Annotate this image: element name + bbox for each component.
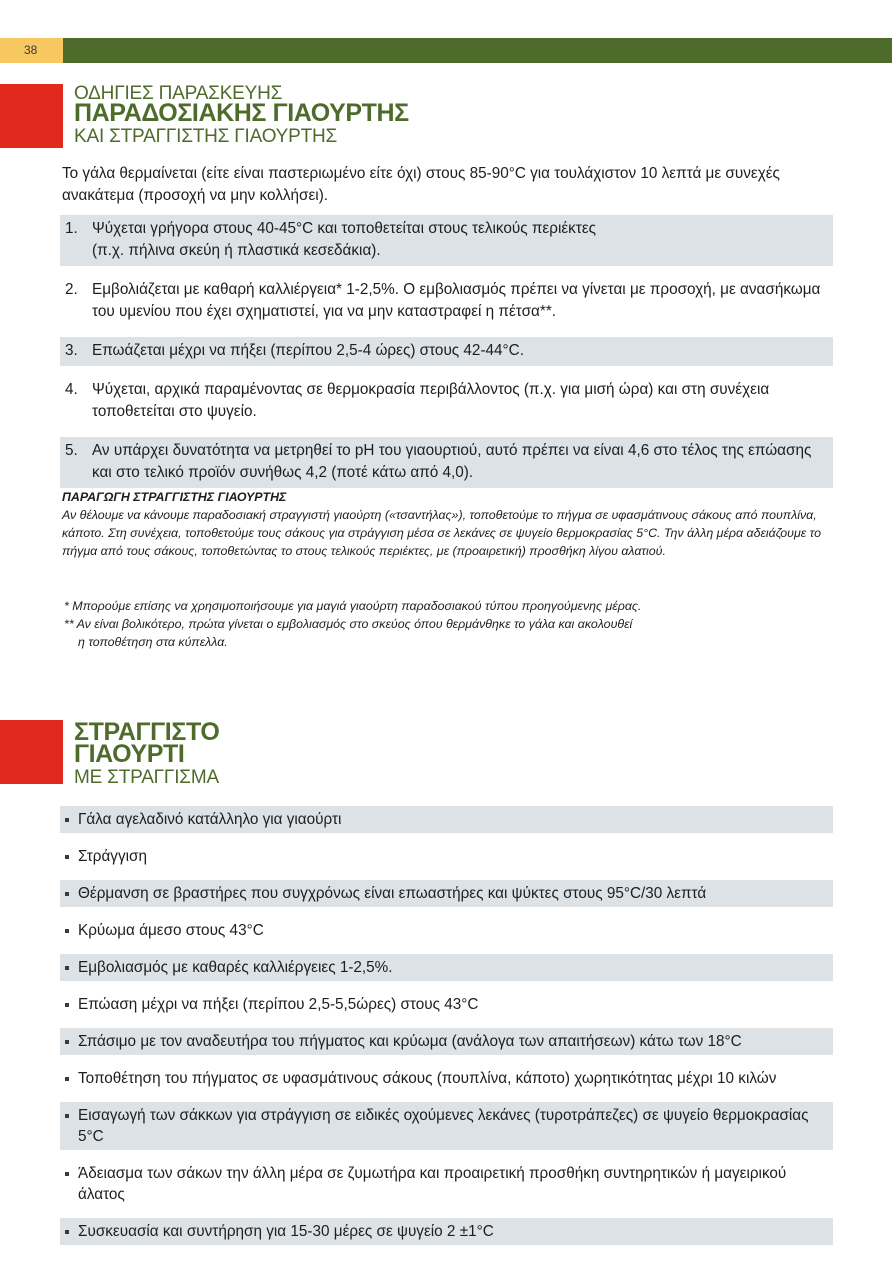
step-item: [60, 337, 833, 366]
footnote-2-cont: η τοποθέτηση στα κύπελλα.: [78, 635, 228, 649]
list-item: [60, 1028, 833, 1055]
bullet-icon: [65, 855, 69, 859]
bullet-icon: [65, 1230, 69, 1234]
list-item-text: Σπάσιμο με τον αναδευτήρα του πήγματος και κρύωμα (ανάλογα των απαιτήσεων) κάτω των 18°C: [78, 1033, 742, 1050]
step-text: Εμβολιάζεται με καθαρή καλλιέργεια* 1-2,5%. Ο εμβολιασμός πρέπει να γίνεται με προσοχή, με ανασήκωμα του υμενίου που έχει σχηματιστεί, για να μην καταστραφεί η πέτσα**.: [92, 281, 821, 320]
step-number: 5.: [65, 442, 78, 459]
step-text: Αν υπάρχει δυνατότητα να μετρηθεί το pH του γιαουρτιού, αυτό πρέπει να είναι 4,6 στο τέλος της επώασης και στο τελικό προϊόν συνήθως 4,2 (ποτέ κάτω από 4,0).: [92, 442, 812, 481]
strained-yogurt-note: [62, 488, 832, 560]
list-item-text: Συσκευασία και συντήρηση για 15-30 μέρες σε ψυγείο 2 ±1°C: [78, 1223, 494, 1240]
list-item: [60, 1218, 833, 1245]
list-item-text: Κρύωμα άμεσο στους 43°C: [78, 922, 264, 939]
bullet-icon: [65, 1114, 69, 1118]
section2-heading-line3: ΜΕ ΣΤΡΑΓΓΙΣΜΑ: [74, 767, 219, 788]
step-text: Επωάζεται μέχρι να πήξει (περίπου 2,5-4 ώρες) στους 42-44°C.: [92, 342, 524, 359]
section-marker-red: [0, 84, 63, 148]
list-item: [60, 1102, 833, 1150]
list-item: [60, 1065, 833, 1092]
list-item: [60, 843, 833, 870]
bullet-icon: [65, 1077, 69, 1081]
footnote-2: ** Αν είναι βολικότερο, πρώτα γίνεται ο εμβολιασμός στο σκεύος όπου θερμάνθηκε το γάλα και ακολουθεί: [64, 617, 633, 631]
footnote-1: * Μπορούμε επίσης να χρησιμοποιήσουμε για μαγιά γιαούρτη παραδοσιακού τύπου προηγούμενης μέρας.: [64, 599, 642, 613]
list-item: [60, 954, 833, 981]
list-item-text: Επώαση μέχρι να πήξει (περίπου 2,5-5,5ώρες) στους 43°C: [78, 996, 479, 1013]
list-item-text: Τοποθέτηση του πήγματος σε υφασμάτινους σάκους (πουπλίνα, κάποτο) χωρητικότητας μέχρι 10 κιλών: [78, 1070, 777, 1087]
step-item: [60, 376, 833, 427]
list-item-text: Γάλα αγελαδινό κατάλληλο για γιαούρτι: [78, 811, 342, 828]
list-item-text: Στράγγιση: [78, 848, 147, 865]
bullet-icon: [65, 1040, 69, 1044]
step-number: 4.: [65, 381, 78, 398]
note-body: Αν θέλουμε να κάνουμε παραδοσιακή στραγγιστή γιαούρτη («τσαντήλας»), τοποθετούμε το πήγμα σε υφασμάτινους σάκους από πουπλίνα, κάποτο. Στη συνέχεια, τοποθετούμε τους σάκους για στράγγιση μέσα σε λεκάνες σε ψυγείο θερμοκρασίας 5°C. Την άλλη μέρα αδειάζουμε το πήγμα από τους σάκους, τοποθετώντας το στους τελικούς περιέκτες, με (προαιρετική) προσθήκη λίγου αλατιού.: [62, 508, 822, 558]
list-item-text: Εμβολιασμός με καθαρές καλλιέργειες 1-2,5%.: [78, 959, 393, 976]
step-text: Ψύχεται γρήγορα στους 40-45°C και τοποθετείται στους τελικούς περιέκτες: [92, 220, 597, 237]
step-item: [60, 276, 833, 327]
page-header-bar: [0, 38, 892, 63]
note-title: ΠΑΡΑΓΩΓΗ ΣΤΡΑΓΓΙΣΤΗΣ ΓΙΑΟΥΡΤΗΣ: [62, 490, 287, 504]
section1-heading-line1: ΟΔΗΓΙΕΣ ΠΑΡΑΣΚΕΥΗΣ: [74, 83, 283, 104]
bullet-icon: [65, 966, 69, 970]
section2-heading-line1: ΣΤΡΑΓΓΙΣΤΟ: [74, 718, 220, 746]
page-number: 38: [0, 38, 63, 63]
section1-heading-line2: ΠΑΡΑΔΟΣΙΑΚΗΣ ΓΙΑΟΥΡΤΗΣ: [74, 99, 409, 127]
list-item: [60, 880, 833, 907]
intro-paragraph: Το γάλα θερμαίνεται (είτε είναι παστεριωμένο είτε όχι) στους 85-90°C για τουλάχιστον 10 λεπτά με συνεχές ανακάτεμα (προσοχή να μην κολλήσει).: [62, 165, 780, 204]
step-text-cont: (π.χ. πήλινα σκεύη ή πλαστικά κεσεδάκια).: [92, 242, 381, 259]
section-marker-red: [0, 720, 63, 784]
step-number: 1.: [65, 220, 78, 237]
list-item: [60, 806, 833, 833]
step-item: [60, 437, 833, 488]
process-bullets: [60, 806, 833, 1255]
section1-heading: [74, 84, 409, 146]
bullet-icon: [65, 818, 69, 822]
section1-heading-line3: ΚΑΙ ΣΤΡΑΓΓΙΣΤΗΣ ΓΙΑΟΥΡΤΗΣ: [74, 126, 338, 147]
step-number: 3.: [65, 342, 78, 359]
list-item: [60, 991, 833, 1018]
list-item: [60, 917, 833, 944]
bullet-icon: [65, 892, 69, 896]
list-item: [60, 1160, 833, 1208]
step-number: 2.: [65, 281, 78, 298]
bullet-icon: [65, 1003, 69, 1007]
list-item-text: Εισαγωγή των σάκκων για στράγγιση σε ειδικές οχούμενες λεκάνες (τυροτράπεζες) σε ψυγείο θερμοκρασίας 5°C: [78, 1107, 809, 1145]
step-text: Ψύχεται, αρχικά παραμένοντας σε θερμοκρασία περιβάλλοντος (π.χ. για μισή ώρα) και στη συνέχεια τοποθετείται στο ψυγείο.: [92, 381, 770, 420]
step-item: [60, 215, 833, 266]
section2-heading-line2: ΓΙΑΟΥΡΤΙ: [74, 740, 185, 768]
bullet-icon: [65, 929, 69, 933]
section2-heading: [74, 720, 219, 787]
list-item-text: Άδειασμα των σάκων την άλλη μέρα σε ζυμωτήρα και προαιρετική προσθήκη συντηρητικών ή μαγειρικού άλατος: [78, 1165, 787, 1203]
steps-list: [60, 215, 833, 498]
footnotes: [64, 597, 834, 651]
list-item-text: Θέρμανση σε βραστήρες που συγχρόνως είναι επωαστήρες και ψύκτες στους 95°C/30 λεπτά: [78, 885, 707, 902]
bullet-icon: [65, 1172, 69, 1176]
